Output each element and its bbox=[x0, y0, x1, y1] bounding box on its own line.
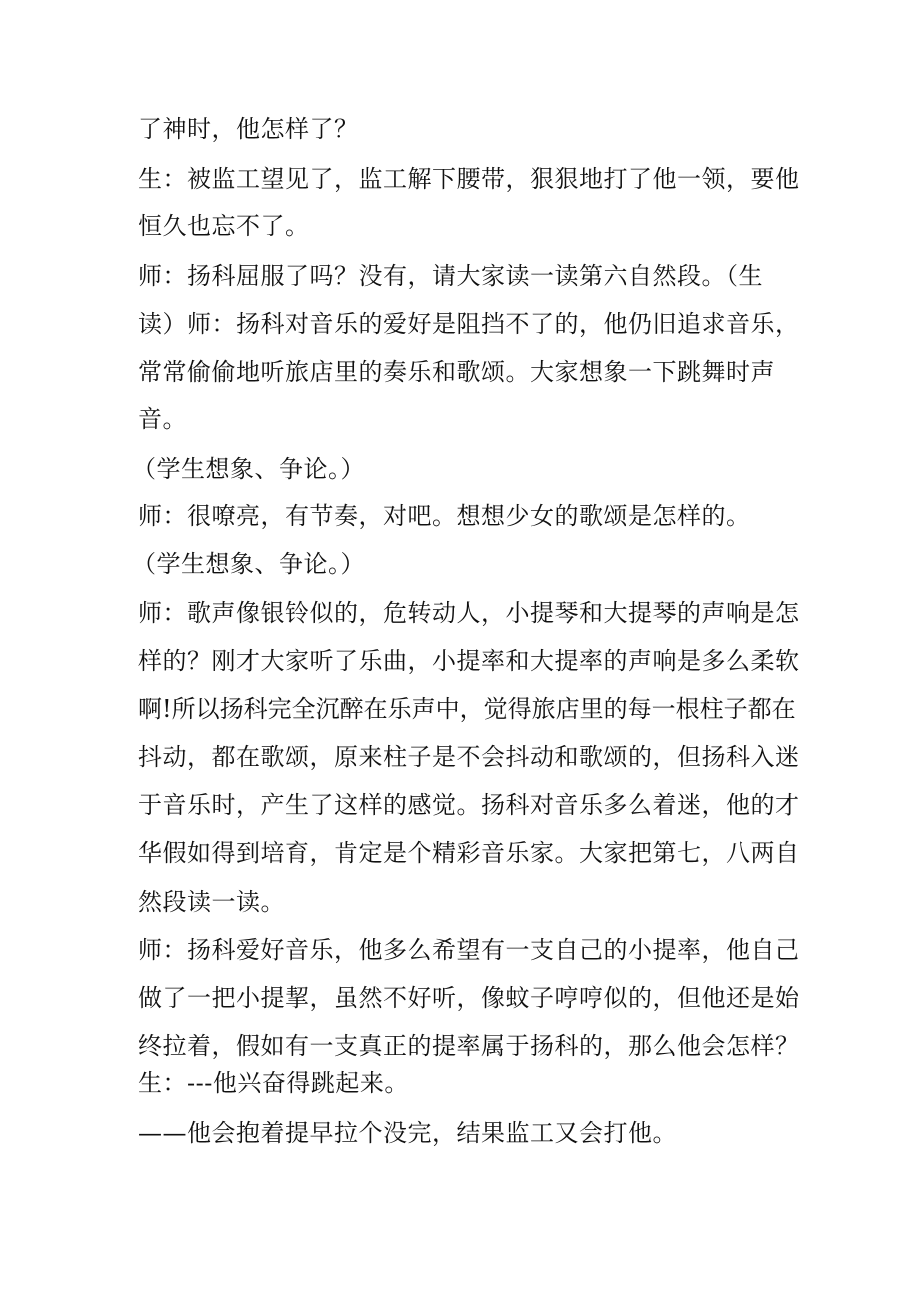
text-line: 华假如得到培育，肯定是个精彩音乐家。大家把第七，八两自 bbox=[138, 839, 800, 867]
text-line: （学生想象、争论。） bbox=[132, 550, 365, 578]
text-line: 做了一把小提挈，虽然不好听，像蚊子哼哼似的，但他还是始 bbox=[138, 984, 800, 1012]
text-line: 常常偷偷地听旅店里的奏乐和歌颂。大家想象一下跳舞时声 bbox=[138, 358, 775, 386]
text-line: 生：---他兴奋得跳起来。 bbox=[138, 1069, 409, 1097]
text-line: 于音乐时，产生了这样的感觉。扬科对音乐多么着迷，他的才 bbox=[138, 791, 800, 819]
text-line: 师：扬科爱好音乐，他多么希望有一支自己的小提率，他自己 bbox=[138, 936, 800, 964]
text-line: 音。 bbox=[138, 405, 187, 433]
text-line: 样的？刚才大家听了乐曲，小提率和大提率的声响是多么柔软 bbox=[138, 647, 800, 675]
text-line: 师：歌声像银铃似的，危转动人，小提琴和大提琴的声响是怎 bbox=[138, 599, 800, 627]
text-line: 师：很嘹亮，有节奏，对吧。想想少女的歌颂是怎样的。 bbox=[138, 502, 751, 530]
text-line: 啊!所以扬科完全沉醉在乐声中，觉得旅店里的每一根柱子都在 bbox=[138, 695, 796, 723]
text-line: 恒久也忘不了。 bbox=[138, 212, 310, 240]
text-line: 抖动，都在歌颂，原来柱子是不会抖动和歌颂的，但扬科入迷 bbox=[138, 743, 800, 771]
text-line: （学生想象、争论。） bbox=[132, 455, 365, 483]
text-line: 终拉着，假如有一支真正的提率属于扬科的，那么他会怎样？ bbox=[138, 1032, 800, 1060]
text-line: 师：扬科屈服了吗？没有，请大家读一读第六自然段。（生 bbox=[138, 262, 763, 290]
text-line: 然段读一读。 bbox=[138, 888, 285, 916]
text-line: 了神时，他怎样了？ bbox=[138, 115, 359, 143]
text-line: 读）师：扬科对音乐的爱好是阻挡不了的，他仍旧追求音乐， bbox=[138, 310, 800, 338]
text-line: ——他会抱着提早拉个没完，结果监工又会打他。 bbox=[138, 1119, 677, 1147]
text-line: 生：被监工望见了，监工解下腰带，狠狠地打了他一领，要他 bbox=[138, 165, 800, 193]
